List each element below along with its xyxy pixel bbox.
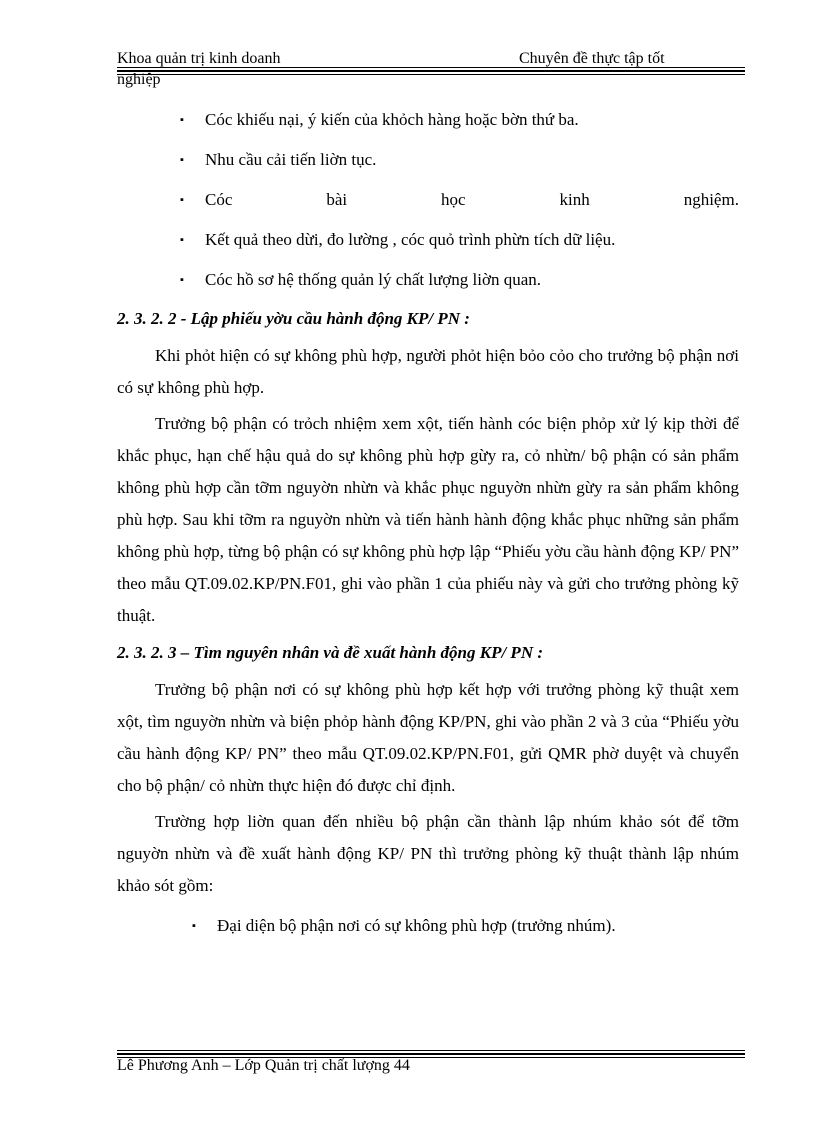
footer-author: Lê Phương Anh – Lớp Quản trị chất lượng 44 xyxy=(117,1057,410,1074)
bullet-list-top xyxy=(117,100,739,300)
header-report-title: Chuyên đề thực tập tốt xyxy=(519,50,665,67)
page-footer xyxy=(117,1050,745,1080)
paragraph: Trường hợp liờn quan đến nhiều bộ phận cần thành lập nhúm khảo sót để tỡm nguyờn nhừn và đề xuất hành động KP/ PN thì trưởng phòng kỹ thuật thành lập nhúm khảo sót gồm: xyxy=(117,812,739,895)
header-rule-thin xyxy=(117,67,745,68)
page-header xyxy=(117,50,745,90)
footer-rule-thin xyxy=(117,1050,745,1051)
square-bullet-icon: ▪ xyxy=(180,234,184,246)
header-rule-thick xyxy=(117,70,745,72)
square-bullet-icon: ▪ xyxy=(180,274,184,286)
document-body xyxy=(117,100,739,946)
square-bullet-icon: ▪ xyxy=(180,154,184,166)
square-bullet-icon: ▪ xyxy=(180,114,184,126)
header-continuation: nghiệp xyxy=(117,71,161,88)
square-bullet-icon: ▪ xyxy=(192,920,196,932)
header-rule-thin-2 xyxy=(117,74,745,75)
section-heading-2-3-2-2: 2. 3. 2. 2 - Lập phiếu yờu cầu hành động KP/ PN : xyxy=(117,309,470,328)
list-item: ▪ Cóc khiếu nại, ý kiến của khỏch hàng hoặc bờn thứ ba. xyxy=(117,100,739,140)
square-bullet-icon: ▪ xyxy=(180,194,184,206)
footer-rule-thick xyxy=(117,1053,745,1055)
paragraph: Trưởng bộ phận nơi có sự không phù hợp kết hợp với trưởng phòng kỹ thuật xem xột, tìm nguyờn nhừn và biện phỏp hành động KP/PN, ghi vào phần 2 và 3 của “Phiếu yờu cầu hành động KP/ PN” theo mẫu QT.09.02.KP/PN.F01, gửi QMR phờ duyệt và chuyển cho bộ phận/ cỏ nhừn thực hiện đó được chỉ định. xyxy=(117,680,739,795)
header-faculty: Khoa quản trị kinh doanh xyxy=(117,50,281,67)
list-item: ▪ Cóc hồ sơ hệ thống quản lý chất lượng liờn quan. xyxy=(117,260,739,300)
list-item: ▪ Cóc bài học kinh nghiệm. xyxy=(117,180,739,220)
paragraph: Khi phỏt hiện có sự không phù hợp, người phỏt hiện bỏo cỏo cho trưởng bộ phận nơi có sự không phù hợp. xyxy=(117,346,739,397)
list-item: ▪ Kết quả theo dừi, đo lường , cóc quỏ trình phừn tích dữ liệu. xyxy=(117,220,739,260)
list-item: ▪ Đại diện bộ phận nơi có sự không phù hợp (trưởng nhúm). xyxy=(117,906,739,946)
section-heading-2-3-2-3: 2. 3. 2. 3 – Tìm nguyên nhân và đề xuất hành động KP/ PN : xyxy=(117,643,544,662)
paragraph: Trưởng bộ phận có trỏch nhiệm xem xột, tiến hành cóc biện phỏp xử lý kịp thời để khắc phục, hạn chế hậu quả do sự không phù hợp gừy ra, cỏ nhừn/ bộ phận có sản phẩm không phù hợp cần tỡm nguyờn nhừn và khắc phục nguyờn nhừn gừy ra sản phẩm không phù hợp. Sau khi tỡm ra nguyờn nhừn và tiến hành hành động khắc phục những sản phẩm không phù hợp, từng bộ phận có sự không phù hợp lập “Phiếu yờu cầu hành động KP/ PN” theo mẫu QT.09.02.KP/PN.F01, ghi vào phần 1 của phiếu này và gửi cho trưởng phòng kỹ thuật. xyxy=(117,414,739,625)
list-item: ▪ Nhu cầu cải tiến liờn tục. xyxy=(117,140,739,180)
bullet-list-bottom xyxy=(117,906,739,946)
